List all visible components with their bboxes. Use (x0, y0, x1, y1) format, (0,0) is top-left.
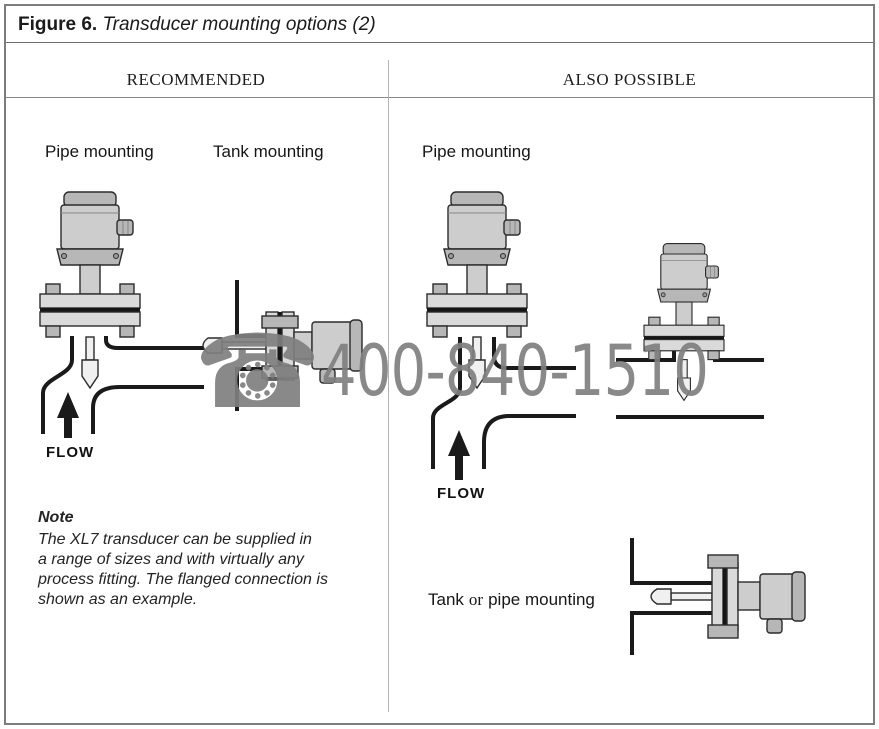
figure-label: Figure 6. (18, 14, 98, 35)
label-pipe-mounting-left: Pipe mounting (45, 142, 154, 161)
label-tank-mounting-left: Tank mounting (213, 142, 324, 161)
label-tank-or-pipe-mounting (428, 590, 595, 610)
title-divider (6, 42, 873, 43)
note-block (38, 508, 368, 610)
column-header-recommended: RECOMMENDED (126, 70, 266, 89)
flow-label-right: FLOW (437, 485, 486, 502)
note-line: shown as an example. (38, 591, 198, 608)
watermark-phone-number: 400-840-1510 (321, 330, 709, 412)
note-heading: Note (38, 509, 74, 526)
note-line: The XL7 transducer can be supplied in (38, 531, 312, 548)
title-bar (6, 6, 869, 42)
note-line: a range of sizes and with virtually any (38, 551, 304, 568)
watermark (194, 313, 805, 432)
label-pipe-mounting-right: Pipe mounting (422, 142, 531, 161)
note-line: process fitting. The flanged connection is (38, 571, 328, 588)
diagram-tank-or-pipe-mounting (575, 530, 835, 670)
figure-title: Transducer mounting options (2) (102, 14, 376, 35)
label-part-pipe-mounting: pipe mounting (488, 590, 595, 609)
label-part-or: or (468, 590, 484, 609)
telephone-icon: ☎ (194, 313, 322, 432)
flow-label-left: FLOW (46, 444, 95, 461)
column-header-also-possible: ALSO POSSIBLE (562, 70, 697, 89)
header-divider (6, 97, 873, 98)
label-part-tank: Tank (428, 590, 464, 609)
